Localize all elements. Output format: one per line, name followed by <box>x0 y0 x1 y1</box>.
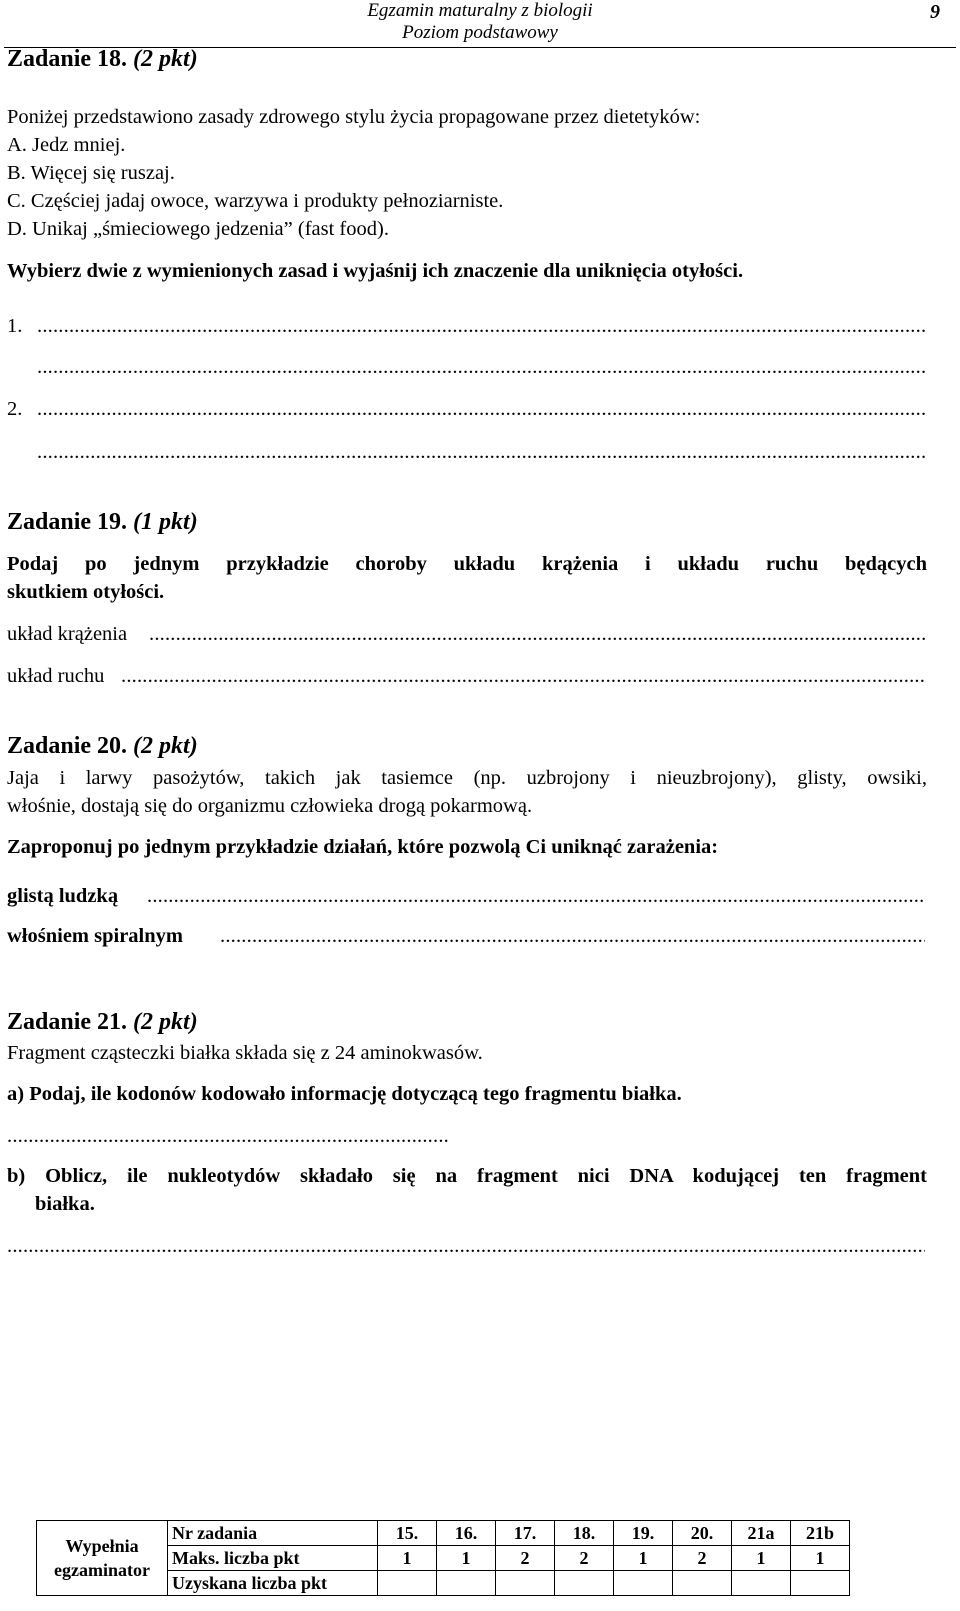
max-points-cell: 1 <box>732 1546 791 1571</box>
header-level: Poziom podstawowy <box>402 22 558 43</box>
max-points-cell: 2 <box>673 1546 732 1571</box>
task18-answer2-line2[interactable] <box>37 440 925 464</box>
row-label-obtained-points: Uzyskana liczba pkt <box>168 1571 378 1596</box>
task19-field-locomotor[interactable]: układ ruchu ..... <box>7 664 925 688</box>
obtained-points-cell[interactable] <box>614 1571 673 1596</box>
task-number-cell: 16. <box>437 1521 496 1546</box>
obtained-points-cell[interactable] <box>791 1571 850 1596</box>
examiner-label: Wypełnia egzaminator <box>37 1521 168 1596</box>
task-number-cell: 21b <box>791 1521 850 1546</box>
task18-answer2-line1[interactable] <box>37 397 925 421</box>
task20-field-trichinella[interactable]: włośniem spiralnym ..... <box>7 924 925 948</box>
task19-field-circulatory[interactable]: układ krążenia ..... <box>7 622 925 646</box>
task18-item-c: C. Częściej jadaj owoce, warzywa i produkty pełnoziarniste. <box>7 190 504 212</box>
obtained-points-cell[interactable] <box>555 1571 614 1596</box>
task21-part-b-answer[interactable] <box>7 1234 925 1258</box>
task20-intro-line1: Jaja i larwy pasożytów, takich jak tasiemce (np. uzbrojony i nieuzbrojony), glisty, owsiki, <box>7 767 927 789</box>
task19-title: Zadanie 19. (1 pkt) <box>7 509 198 535</box>
task19-instruction-line2: skutkiem otyłości. <box>7 581 165 603</box>
row-label-max-points: Maks. liczba pkt <box>168 1546 378 1571</box>
obtained-points-cell[interactable] <box>496 1571 555 1596</box>
task21-part-b-line1: b) Oblicz, ile nukleotydów składało się na fragment nici DNA kodującej ten fragment <box>7 1165 927 1187</box>
obtained-points-cell[interactable] <box>378 1571 437 1596</box>
task18-title: Zadanie 18. (2 pkt) <box>7 46 198 72</box>
max-points-cell: 1 <box>614 1546 673 1571</box>
page-number: 9 <box>930 1 940 23</box>
task20-intro-line2: włośnie, dostają się do organizmu człowieka drogą pokarmową. <box>7 795 533 817</box>
task18-instruction: Wybierz dwie z wymienionych zasad i wyjaśnij ich znaczenie dla uniknięcia otyłości. <box>7 260 744 282</box>
task21-title: Zadanie 21. (2 pkt) <box>7 1009 198 1035</box>
task18-answer1-line1[interactable] <box>37 314 925 338</box>
task21-part-b-line2: białka. <box>35 1193 95 1215</box>
obtained-points-cell[interactable] <box>437 1571 496 1596</box>
task20-title: Zadanie 20. (2 pkt) <box>7 733 198 759</box>
task18-item-b: B. Więcej się ruszaj. <box>7 162 175 184</box>
task18-intro: Poniżej przedstawiono zasady zdrowego stylu życia propagowane przez dietetyków: <box>7 106 701 128</box>
task18-answer1-line2[interactable] <box>37 355 925 379</box>
task20-field-roundworm[interactable]: glistą ludzką ..... <box>7 884 925 908</box>
task21-intro: Fragment cząsteczki białka składa się z 24 aminokwasów. <box>7 1042 483 1064</box>
task-number-cell: 21a <box>732 1521 791 1546</box>
max-points-cell: 2 <box>555 1546 614 1571</box>
task20-instruction: Zaproponuj po jednym przykładzie działań, które pozwolą Ci uniknąć zarażenia: <box>7 836 719 858</box>
obtained-points-cell[interactable] <box>732 1571 791 1596</box>
task18-item-a: A. Jedz mniej. <box>7 134 126 156</box>
task-number-cell: 20. <box>673 1521 732 1546</box>
score-table <box>36 1520 850 1596</box>
task-number-cell: 19. <box>614 1521 673 1546</box>
task18-item-d: D. Unikaj „śmieciowego jedzenia” (fast food). <box>7 218 389 240</box>
max-points-cell: 1 <box>437 1546 496 1571</box>
task21-part-a-answer[interactable] <box>7 1124 450 1148</box>
task-number-cell: 17. <box>496 1521 555 1546</box>
task18-answer2-label: 2. <box>7 398 23 420</box>
row-label-task-number: Nr zadania <box>168 1521 378 1546</box>
obtained-points-cell[interactable] <box>673 1571 732 1596</box>
header-subject: Egzamin maturalny z biologii <box>367 0 593 21</box>
max-points-cell: 2 <box>496 1546 555 1571</box>
task-number-cell: 18. <box>555 1521 614 1546</box>
task21-part-a: a) Podaj, ile kodonów kodowało informację dotyczącą tego fragmentu białka. <box>7 1083 682 1105</box>
task18-answer1-label: 1. <box>7 315 23 337</box>
task19-instruction-line1: Podaj po jednym przykładzie choroby układu krążenia i układu ruchu będących <box>7 553 927 575</box>
max-points-cell: 1 <box>791 1546 850 1571</box>
max-points-cell: 1 <box>378 1546 437 1571</box>
task-number-cell: 15. <box>378 1521 437 1546</box>
